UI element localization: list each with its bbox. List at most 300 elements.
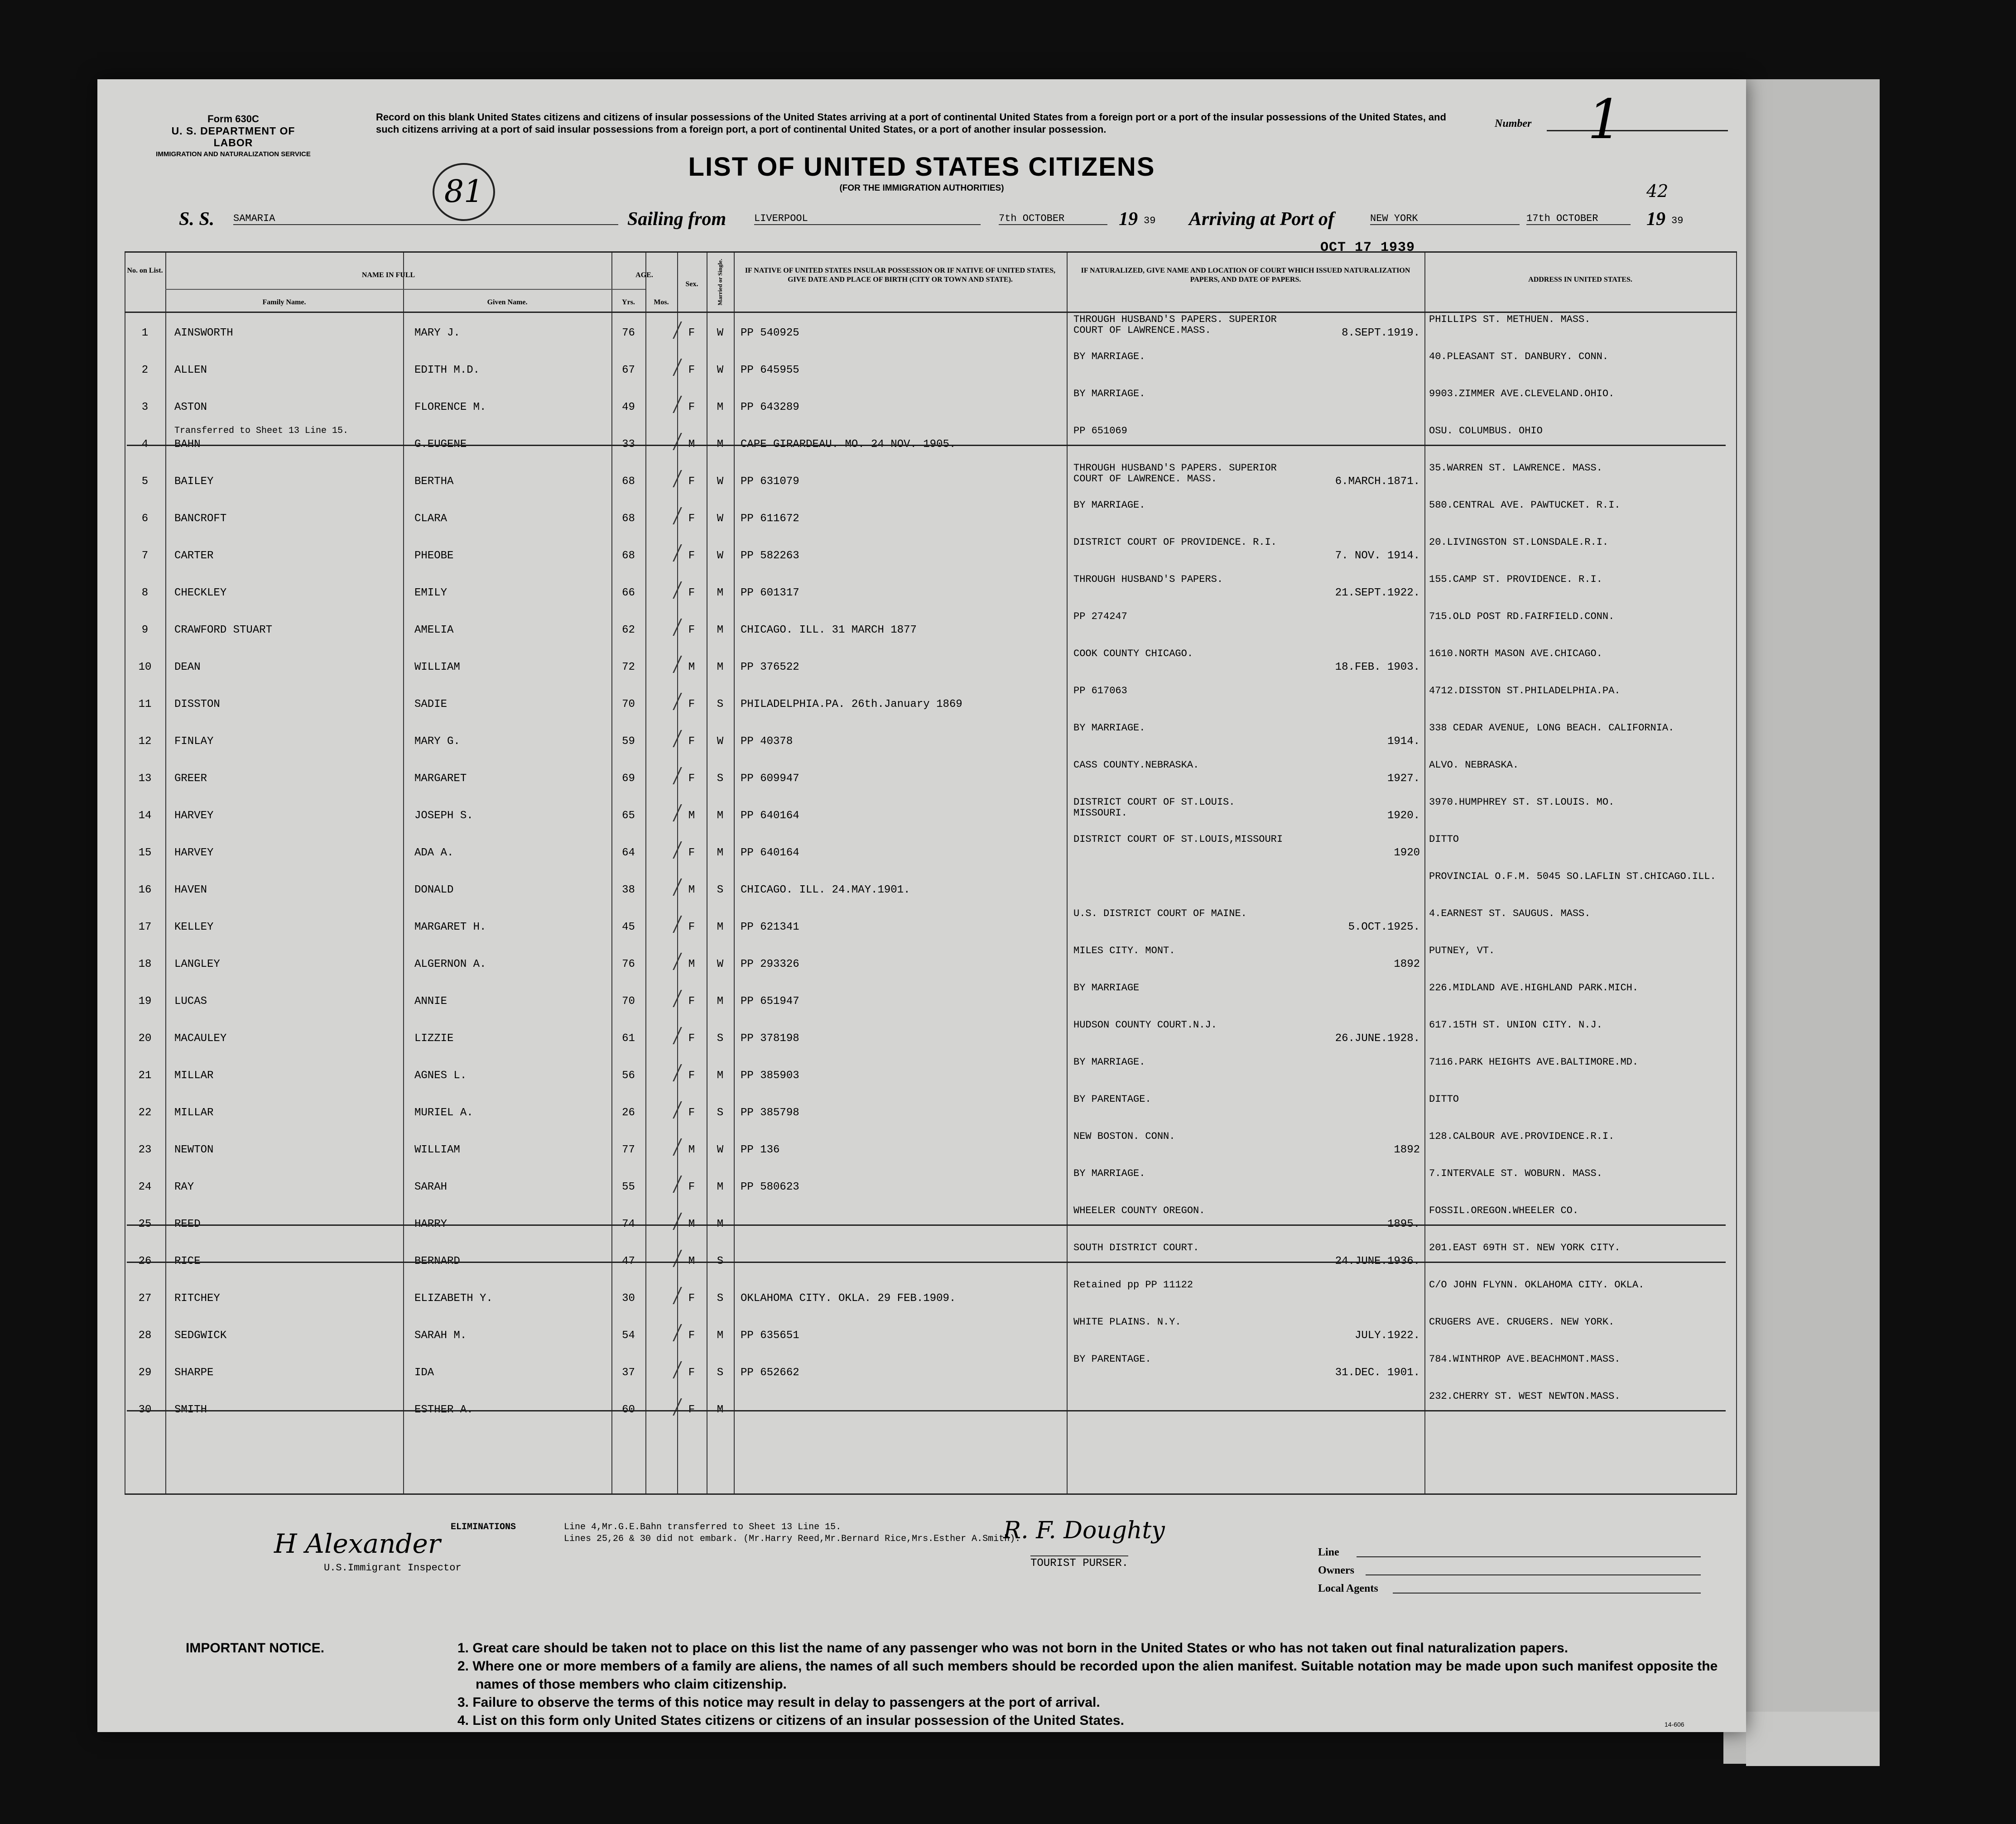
cell-given: MARY J. [414, 327, 460, 339]
cell-nat: BY MARRIAGE. [1073, 1168, 1145, 1179]
cell-age: 68 [622, 475, 635, 488]
cell-address: 3970.HUMPHREY ST. ST.LOUIS. MO. [1429, 797, 1615, 808]
table-row [125, 1278, 1737, 1314]
cell-given: FLORENCE M. [414, 401, 486, 413]
cell-given: EMILY [414, 587, 447, 599]
cell-sex: F [688, 1032, 695, 1045]
cell-birth: PP 652662 [741, 1367, 799, 1379]
cell-age: 68 [622, 550, 635, 562]
cell-ms: M [717, 401, 724, 413]
cell-nat: BY PARENTAGE. [1073, 1354, 1151, 1365]
cell-nat-date: 7. NOV. 1914. [1335, 550, 1420, 562]
cell-address: 35.WARREN ST. LAWRENCE. MASS. [1429, 462, 1602, 474]
check-mark [657, 1176, 682, 1193]
sailing-label: Sailing from [627, 209, 727, 230]
table-row [125, 350, 1737, 386]
check-mark [657, 581, 682, 599]
table-row [125, 1055, 1737, 1091]
form-code: 14-606 [1665, 1721, 1684, 1728]
cell-sex: M [688, 1144, 695, 1156]
table-row [125, 1352, 1737, 1388]
cell-given: PHEOBE [414, 550, 454, 562]
cell-birth: PP 609947 [741, 773, 799, 785]
cell-birth: CAPE GIRARDEAU. MO. 24 NOV. 1905. [741, 438, 956, 451]
cell-sex: F [688, 364, 695, 376]
cell-no: 27 [138, 1292, 152, 1305]
cell-ms: M [717, 1218, 724, 1230]
cell-nat: BY MARRIAGE. [1073, 1056, 1145, 1068]
cell-family: DEAN [174, 661, 201, 673]
cell-given: ALGERNON A. [414, 958, 486, 970]
cell-address: 338 CEDAR AVENUE, LONG BEACH. CALIFORNIA. [1429, 722, 1674, 734]
cell-birth: PP 621341 [741, 921, 799, 933]
cell-nat: BY MARRIAGE. [1073, 351, 1145, 362]
arrival-year-prefix: 19 [1646, 209, 1665, 230]
cell-family: RICE [174, 1255, 201, 1267]
cell-nat: DISTRICT COURT OF ST.LOUIS,MISSOURI [1073, 834, 1283, 845]
table-row [125, 647, 1737, 683]
cell-no: 30 [138, 1404, 152, 1416]
cell-address: PUTNEY, VT. [1429, 945, 1495, 956]
table-row [125, 1166, 1737, 1203]
sail-date: 7th OCTOBER [999, 213, 1107, 225]
cell-ms: M [717, 661, 724, 673]
cell-sex: F [688, 1330, 695, 1342]
arriving-label: Arriving at Port of [1189, 209, 1334, 230]
cell-no: 4 [141, 438, 149, 451]
check-mark [657, 916, 682, 933]
cell-nat: CASS COUNTY.NEBRASKA. [1073, 759, 1199, 771]
table-row [125, 572, 1737, 609]
cell-sex: F [688, 401, 695, 413]
strike-line [127, 1262, 1726, 1263]
ship-name: SAMARIA [233, 213, 618, 225]
cell-nat-date: 1927. [1387, 773, 1420, 785]
cell-ms: S [717, 698, 724, 710]
cell-given: ANNIE [414, 995, 447, 1008]
cell-no: 28 [138, 1330, 152, 1342]
check-mark [657, 1138, 682, 1156]
cell-age: 26 [622, 1107, 635, 1119]
header-address: ADDRESS IN UNITED STATES. [1528, 276, 1632, 283]
cell-given: ESTHER A. [414, 1404, 473, 1416]
cell-address: 226.MIDLAND AVE.HIGHLAND PARK.MICH. [1429, 982, 1639, 994]
cell-family: ASTON [174, 401, 207, 413]
cell-family: SHARPE [174, 1367, 214, 1379]
cell-ms: W [717, 327, 724, 339]
row-note: Transferred to Sheet 13 Line 15. [174, 426, 349, 436]
cell-given: BERNARD [414, 1255, 460, 1267]
strike-line [127, 1410, 1726, 1411]
cell-given: SARAH [414, 1181, 447, 1193]
header-sex: Sex. [685, 280, 698, 288]
cell-nat: COOK COUNTY CHICAGO. [1073, 648, 1193, 659]
service: IMMIGRATION AND NATURALIZATION SERVICE [156, 150, 311, 158]
cell-birth: PP 601317 [741, 587, 799, 599]
cell-no: 17 [138, 921, 152, 933]
elimination-line-1: Line 4,Mr.G.E.Bahn transferred to Sheet 13 Line 15. [564, 1522, 842, 1532]
cell-sex: F [688, 1404, 695, 1416]
cell-birth: PP 540925 [741, 327, 799, 339]
table-row [125, 1018, 1737, 1054]
elimination-line-2: Lines 25,26 & 30 did not embark. (Mr.Harry Reed,Mr.Bernard Rice,Mrs.Esther A.Smith). [564, 1534, 1021, 1544]
cell-nat: MILES CITY. MONT. [1073, 945, 1175, 956]
cell-birth: PP 611672 [741, 513, 799, 525]
cell-family: RAY [174, 1181, 194, 1193]
cell-address: 40.PLEASANT ST. DANBURY. CONN. [1429, 351, 1609, 362]
table-row [125, 721, 1737, 757]
table-row [125, 907, 1737, 943]
cell-address: 9903.ZIMMER AVE.CLEVELAND.OHIO. [1429, 388, 1615, 399]
notice-item-1: 1. Great care should be taken not to place on this list the name of any passenger who was not born in the United States or who has not taken out final naturalization papers. [457, 1641, 1569, 1656]
cell-birth: OKLAHOMA CITY. OKLA. 29 FEB.1909. [741, 1292, 956, 1305]
cell-age: 59 [622, 735, 635, 748]
cell-nat-date: 1920. [1387, 810, 1420, 822]
cell-birth: PP 643289 [741, 401, 799, 413]
line-field [1357, 1556, 1701, 1557]
arrival-year: 39 [1671, 215, 1684, 226]
cell-address: 201.EAST 69TH ST. NEW YORK CITY. [1429, 1242, 1621, 1253]
cell-no: 15 [138, 847, 152, 859]
cell-birth: PP 580623 [741, 1181, 799, 1193]
cell-sex: F [688, 1181, 695, 1193]
arrival-date: 17th OCTOBER [1526, 213, 1631, 225]
cell-address: 617.15TH ST. UNION CITY. N.J. [1429, 1019, 1602, 1031]
check-mark [657, 322, 682, 339]
cell-sex: F [688, 921, 695, 933]
sheet-number: 42 [1646, 181, 1669, 201]
notice-item-4: 4. List on this form only United States citizens or citizens of an insular possession of the United States. [457, 1713, 1124, 1728]
cell-birth: PP 645955 [741, 364, 799, 376]
cell-birth: PP 635651 [741, 1330, 799, 1342]
cell-sex: M [688, 438, 695, 451]
cell-address: 7116.PARK HEIGHTS AVE.BALTIMORE.MD. [1429, 1056, 1639, 1068]
circled-mark: 81 [433, 163, 495, 221]
cell-no: 16 [138, 884, 152, 896]
cell-no: 19 [138, 995, 152, 1008]
cell-address: 232.CHERRY ST. WEST NEWTON.MASS. [1429, 1391, 1621, 1402]
cell-given: ELIZABETH Y. [414, 1292, 493, 1305]
cell-family: LUCAS [174, 995, 207, 1008]
cell-birth: PP 40378 [741, 735, 793, 748]
cell-sex: F [688, 550, 695, 562]
check-mark [657, 1361, 682, 1378]
check-mark [657, 730, 682, 747]
cell-nat: U.S. DISTRICT COURT OF MAINE. [1073, 908, 1247, 919]
cell-family: HARVEY [174, 847, 214, 859]
cell-no: 29 [138, 1367, 152, 1379]
cell-sex: M [688, 1255, 695, 1267]
cell-nat: SOUTH DISTRICT COURT. [1073, 1242, 1199, 1253]
cell-age: 54 [622, 1330, 635, 1342]
header-name: NAME IN FULL [361, 271, 415, 279]
cell-birth: PP 631079 [741, 475, 799, 488]
strike-line [127, 445, 1726, 446]
table-row [125, 1241, 1737, 1277]
check-mark [657, 953, 682, 970]
cell-nat: BY MARRIAGE. [1073, 499, 1145, 511]
cell-address: ALVO. NEBRASKA. [1429, 759, 1519, 771]
sail-year-prefix: 19 [1119, 209, 1138, 230]
cell-ms: M [717, 1404, 724, 1416]
back-sheet [1723, 79, 1880, 1764]
cell-no: 2 [141, 364, 149, 376]
cell-nat: WHITE PLAINS. N.Y. [1073, 1316, 1181, 1328]
cell-ms: S [717, 884, 724, 896]
cell-birth: PP 651947 [741, 995, 799, 1008]
check-mark [657, 544, 682, 562]
cell-family: SMITH [174, 1404, 207, 1416]
cell-age: 70 [622, 698, 635, 710]
cell-no: 14 [138, 810, 152, 822]
form-number: Form 630C [207, 113, 259, 125]
cell-given: HARRY [414, 1218, 447, 1230]
cell-family: DISSTON [174, 698, 220, 710]
cell-given: WILLIAM [414, 1144, 460, 1156]
cell-age: 61 [622, 1032, 635, 1045]
table-row [125, 461, 1737, 497]
cell-ms: W [717, 1144, 724, 1156]
cell-ms: M [717, 847, 724, 859]
table-row [125, 610, 1737, 646]
cell-sex: M [688, 958, 695, 970]
cell-no: 25 [138, 1218, 152, 1230]
cell-nat-date: 1892 [1394, 1144, 1420, 1156]
cell-sex: F [688, 1107, 695, 1119]
cell-given: G.EUGENE [414, 438, 467, 451]
cell-address: 128.CALBOUR AVE.PROVIDENCE.R.I. [1429, 1131, 1615, 1142]
check-mark [657, 1324, 682, 1341]
cell-ms: M [717, 624, 724, 636]
cell-no: 24 [138, 1181, 152, 1193]
cell-nat: BY MARRIAGE. [1073, 722, 1145, 734]
cell-sex: F [688, 327, 695, 339]
table-row [125, 684, 1737, 720]
header-given: Given Name. [487, 298, 528, 306]
purser-label: TOURIST PURSER. [1030, 1555, 1128, 1570]
cell-family: HARVEY [174, 810, 214, 822]
notice-item-3: 3. Failure to observe the terms of this notice may result in delay to passengers at the port of arrival. [457, 1695, 1100, 1710]
check-mark [657, 507, 682, 524]
header-age: AGE. [635, 271, 653, 279]
cell-no: 20 [138, 1032, 152, 1045]
cell-family: LANGLEY [174, 958, 220, 970]
cell-age: 37 [622, 1367, 635, 1379]
cell-nat: BY MARRIAGE. [1073, 388, 1145, 399]
check-mark [657, 878, 682, 896]
cell-no: 6 [141, 513, 149, 525]
cell-given: JOSEPH S. [414, 810, 473, 822]
cell-age: 69 [622, 773, 635, 785]
cell-ms: W [717, 550, 724, 562]
cell-ms: S [717, 1107, 724, 1119]
inspector-signature: H Alexander [274, 1528, 441, 1559]
cell-address: PROVINCIAL O.F.M. 5045 SO.LAFLIN ST.CHICAGO.ILL. [1429, 871, 1716, 882]
page-title: LIST OF UNITED STATES CITIZENS [688, 152, 1155, 182]
cell-no: 13 [138, 773, 152, 785]
cell-address: 784.WINTHROP AVE.BEACHMONT.MASS. [1429, 1354, 1621, 1365]
check-mark [657, 1398, 682, 1416]
table-row [125, 1092, 1737, 1128]
cell-age: 47 [622, 1255, 635, 1267]
check-mark [657, 396, 682, 413]
table-row [125, 1315, 1737, 1351]
check-mark [657, 841, 682, 859]
cell-nat-date: 21.SEPT.1922. [1335, 587, 1420, 599]
table-row [125, 1129, 1737, 1166]
cell-birth: PHILADELPHIA.PA. 26th.January 1869 [741, 698, 962, 710]
cell-age: 66 [622, 587, 635, 599]
cell-nat-date: 26.JUNE.1928. [1335, 1032, 1420, 1045]
table-row [125, 312, 1737, 349]
cell-family: RITCHEY [174, 1292, 220, 1305]
cell-birth: PP 293326 [741, 958, 799, 970]
cell-age: 64 [622, 847, 635, 859]
cell-address: 715.OLD POST RD.FAIRFIELD.CONN. [1429, 611, 1615, 622]
cell-age: 68 [622, 513, 635, 525]
cell-given: LIZZIE [414, 1032, 454, 1045]
cell-family: AINSWORTH [174, 327, 233, 339]
cell-birth: PP 385903 [741, 1070, 799, 1082]
cell-age: 60 [622, 1404, 635, 1416]
table-row [125, 869, 1737, 906]
cell-ms: W [717, 735, 724, 748]
cell-birth: PP 385798 [741, 1107, 799, 1119]
cell-address: OSU. COLUMBUS. OHIO [1429, 425, 1543, 437]
table-row [125, 944, 1737, 980]
cell-ms: M [717, 587, 724, 599]
cell-given: CLARA [414, 513, 447, 525]
check-mark [657, 767, 682, 784]
cell-given: MARGARET [414, 773, 467, 785]
cell-sex: F [688, 475, 695, 488]
cell-given: SADIE [414, 698, 447, 710]
cell-birth: PP 378198 [741, 1032, 799, 1045]
cell-given: MARGARET H. [414, 921, 486, 933]
cell-nat: THROUGH HUSBAND'S PAPERS. SUPERIOR COURT OF LAWRENCE. MASS. [1073, 462, 1277, 485]
check-mark [657, 619, 682, 636]
check-mark [657, 433, 682, 450]
check-mark [657, 359, 682, 376]
check-mark [657, 470, 682, 487]
cell-address: 4.EARNEST ST. SAUGUS. MASS. [1429, 908, 1591, 919]
cell-ms: S [717, 1255, 724, 1267]
number-label: Number [1495, 118, 1532, 130]
cell-nat: DISTRICT COURT OF PROVIDENCE. R.I. [1073, 537, 1277, 548]
cell-age: 56 [622, 1070, 635, 1082]
cell-nat-date: 1892 [1394, 958, 1420, 970]
cell-ms: M [717, 810, 724, 822]
check-mark [657, 1101, 682, 1118]
cell-sex: M [688, 1218, 695, 1230]
cell-sex: M [688, 810, 695, 822]
owners-field [1366, 1574, 1701, 1575]
cell-nat-date: 31.DEC. 1901. [1335, 1367, 1420, 1379]
cell-no: 1 [141, 327, 149, 339]
cell-no: 10 [138, 661, 152, 673]
notice-body [457, 1639, 1726, 1730]
date-stamp: OCT 17 1939 [1320, 240, 1415, 255]
cell-birth: PP 640164 [741, 810, 799, 822]
number-line [1547, 130, 1728, 131]
check-mark [657, 1213, 682, 1230]
cell-ms: W [717, 475, 724, 488]
cell-address: CRUGERS AVE. CRUGERS. NEW YORK. [1429, 1316, 1615, 1328]
cell-birth: PP 640164 [741, 847, 799, 859]
cell-birth: PP 136 [741, 1144, 780, 1156]
cell-given: SARAH M. [414, 1330, 467, 1342]
cell-no: 11 [138, 698, 152, 710]
cell-ms: S [717, 1367, 724, 1379]
sailing-from: LIVERPOOL [754, 213, 981, 225]
cell-ms: W [717, 958, 724, 970]
cell-no: 23 [138, 1144, 152, 1156]
check-mark [657, 1250, 682, 1267]
cell-no: 12 [138, 735, 152, 748]
header-yrs: Yrs. [622, 298, 635, 306]
cell-age: 77 [622, 1144, 635, 1156]
eliminations-label: ELIMINATIONS [451, 1522, 516, 1532]
cell-sex: F [688, 587, 695, 599]
cell-given: MURIEL A. [414, 1107, 473, 1119]
cell-nat: THROUGH HUSBAND'S PAPERS. [1073, 574, 1223, 585]
cell-age: 74 [622, 1218, 635, 1230]
cell-family: CHECKLEY [174, 587, 227, 599]
cell-age: 30 [622, 1292, 635, 1305]
header-birth: IF NATIVE OF UNITED STATES INSULAR POSSESSION OR IF NATIVE OF UNITED STATES, GIVE DATE AND PLACE OF BIRTH (CITY OR TOWN AND STATE). [745, 267, 1056, 283]
table-row [125, 981, 1737, 1017]
cell-nat-date: 5.OCT.1925. [1348, 921, 1420, 933]
cell-no: 21 [138, 1070, 152, 1082]
cell-family: BAHN [174, 438, 201, 451]
cell-address: 580.CENTRAL AVE. PAWTUCKET. R.I. [1429, 499, 1621, 511]
cell-sex: F [688, 847, 695, 859]
cell-age: 72 [622, 661, 635, 673]
check-mark [657, 1064, 682, 1081]
cell-nat-date: 1920 [1394, 847, 1420, 859]
manifest-sheet [97, 79, 1746, 1732]
cell-ms: M [717, 1070, 724, 1082]
cell-given: IDA [414, 1367, 434, 1379]
table-row [125, 758, 1737, 794]
cell-family: SEDGWICK [174, 1330, 227, 1342]
ss-label: S. S. [179, 209, 215, 230]
cell-nat: BY PARENTAGE. [1073, 1094, 1151, 1105]
cell-address: C/O JOHN FLYNN. OKLAHOMA CITY. OKLA. [1429, 1279, 1645, 1291]
cell-given: AMELIA [414, 624, 454, 636]
cell-given: EDITH M.D. [414, 364, 480, 376]
cell-sex: F [688, 698, 695, 710]
table-row [125, 832, 1737, 869]
department: U. S. DEPARTMENT OF LABOR [171, 125, 295, 149]
cell-given: AGNES L. [414, 1070, 467, 1082]
check-mark [657, 1287, 682, 1304]
cell-age: 38 [622, 884, 635, 896]
cell-family: MILLAR [174, 1107, 214, 1119]
cell-address: DITTO [1429, 834, 1459, 845]
check-mark [657, 804, 682, 821]
notice-item-2: 2. Where one or more members of a family are aliens, the names of all such members should be recorded upon the alien manifest. Suitable notation may be made upon such manifest opposite the names of those members who claim citizenship. [457, 1659, 1718, 1692]
cell-family: MILLAR [174, 1070, 214, 1082]
agents-field [1393, 1593, 1701, 1594]
cell-nat: THROUGH HUSBAND'S PAPERS. SUPERIOR COURT OF LAWRENCE.MASS. [1073, 314, 1277, 336]
cell-address: 20.LIVINGSTON ST.LONSDALE.R.I. [1429, 537, 1609, 548]
cell-family: KELLEY [174, 921, 214, 933]
table-row [125, 387, 1737, 423]
cell-nat-date: JULY.1922. [1354, 1330, 1420, 1342]
table-row [125, 498, 1737, 534]
cell-ms: S [717, 1032, 724, 1045]
